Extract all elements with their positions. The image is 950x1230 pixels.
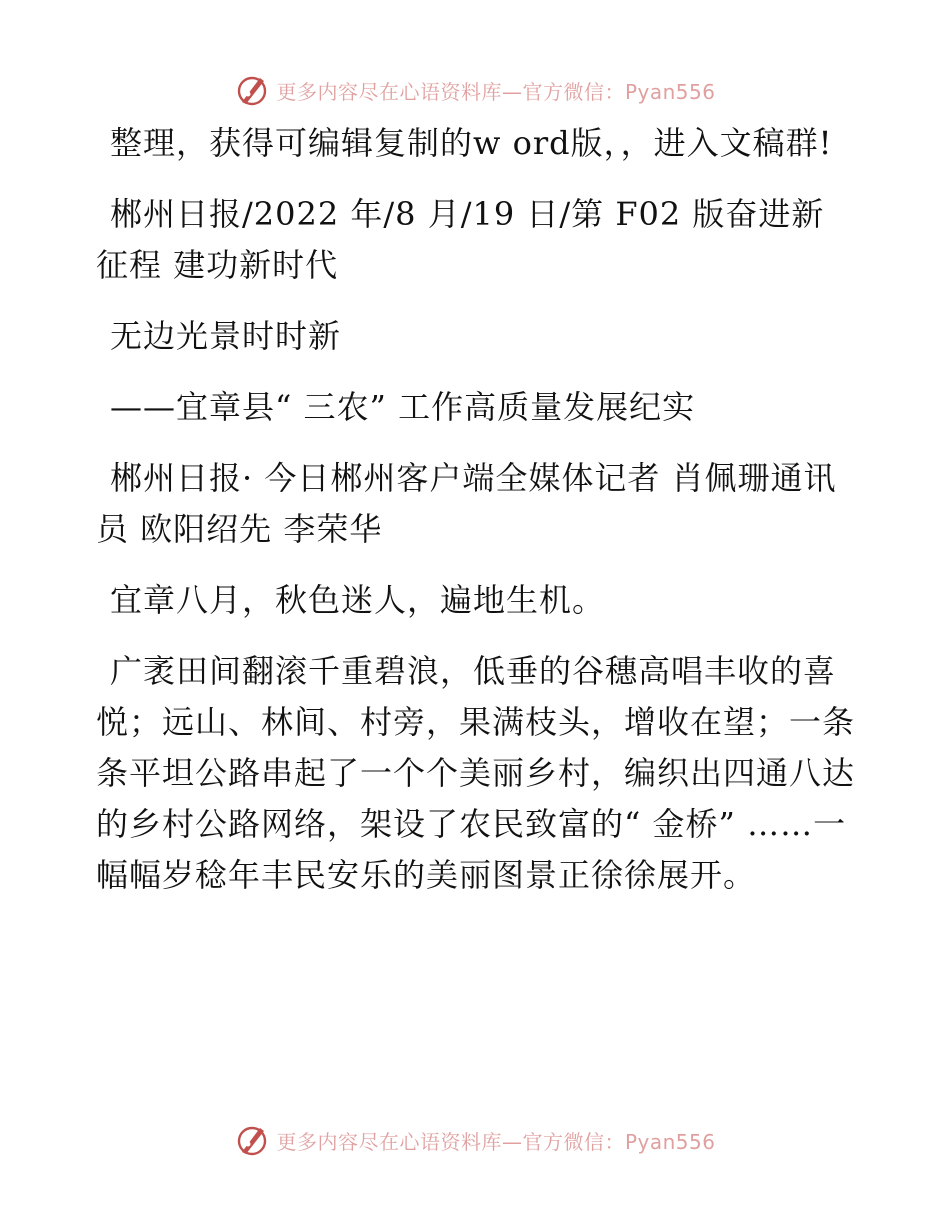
paragraph-text: ——宜章县“ 三农” 工作高质量发展纪实 [110, 388, 696, 426]
paragraph-source [96, 189, 856, 291]
paragraph-intro [96, 118, 856, 169]
banner-text: 更多内容尽在心语资料库—官方微信：Pyan556 [276, 1129, 716, 1154]
document-body [96, 118, 856, 921]
paragraph-lead [96, 575, 856, 626]
article-title [96, 311, 856, 362]
paragraph-text: 广袤田间翻滚千重碧浪，低垂的谷穗高唱丰收的喜悦；远山、林间、村旁，果满枝头，增收在望；一条条平坦公路串起了一个个美丽乡村，编织出四通八达的乡村公路网络，架设了农民致富的“ 金桥” ……一幅幅岁稔年丰民安乐的美丽图景正徐徐展开。 [96, 652, 856, 894]
pen-logo-icon [234, 72, 270, 108]
paragraph-text: 无边光景时时新 [110, 317, 342, 355]
paragraph-text: 郴州日报· 今日郴州客户端全媒体记者 肖佩珊通讯员 欧阳绍先 李荣华 [96, 459, 837, 548]
paragraph-text: 郴州日报/2022 年/8 月/19 日/第 F02 版奋进新征程 建功新时代 [96, 195, 825, 284]
article-subtitle [96, 382, 856, 433]
banner-text: 更多内容尽在心语资料库—官方微信：Pyan556 [276, 79, 716, 104]
footer-watermark-banner [0, 1120, 950, 1160]
article-byline [96, 453, 856, 555]
paragraph-text: 宜章八月，秋色迷人，遍地生机。 [110, 581, 606, 619]
header-watermark-banner [0, 70, 950, 110]
pen-logo-icon [234, 1122, 270, 1158]
paragraph-text: 整理，获得可编辑复制的w ord版，，进入文稿群! [110, 124, 833, 162]
paragraph-body [96, 646, 856, 901]
